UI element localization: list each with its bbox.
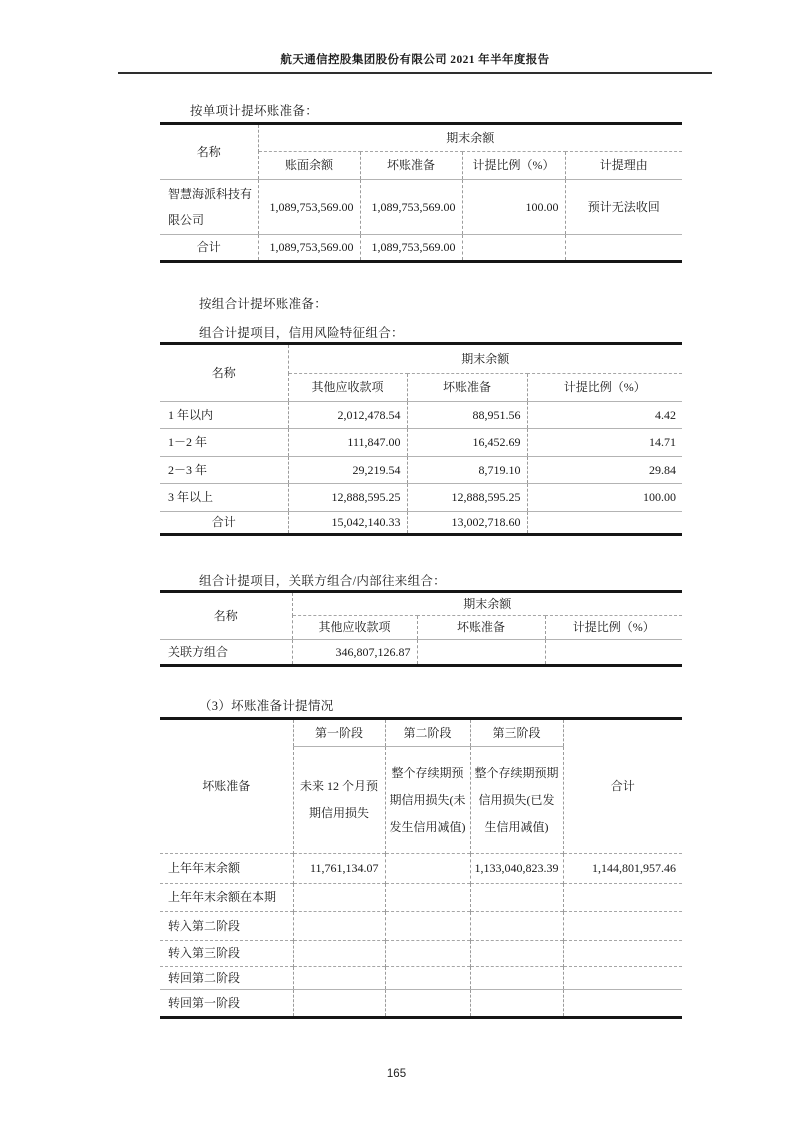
stage-1-value-cell: [293, 990, 385, 1018]
stage-1-value-cell: 11,761,134.07: [293, 854, 385, 884]
total-value-cell: [563, 967, 682, 990]
bad-debt-provision-cell: 8,719.10: [407, 457, 527, 484]
table-row: [160, 941, 682, 967]
stage-2-description: 整个存续期预期信用损失(未发生信用减值): [385, 747, 470, 854]
other-receivables-cell: 29,219.54: [288, 457, 407, 484]
table-provision-stages: [160, 717, 682, 1019]
report-header: [118, 0, 712, 74]
bad-debt-provision-cell: 1,089,753,569.00: [360, 180, 462, 235]
bad-debt-provision-cell: 88,951.56: [407, 402, 527, 429]
total-label-cell: 合计: [160, 235, 258, 262]
provision-ratio-cell: 29.84: [527, 457, 682, 484]
total-label-cell: 合计: [160, 512, 288, 535]
aging-bucket-cell: 2－3 年: [160, 457, 288, 484]
stage-3-value-cell: [470, 990, 563, 1018]
provision-ratio-header: 计提比例（%）: [462, 152, 565, 180]
table-row: [160, 912, 682, 941]
book-balance-header: 账面余额: [258, 152, 360, 180]
other-receivables-cell: 346,807,126.87: [292, 640, 417, 666]
name-column-header: 名称: [160, 592, 292, 640]
bad-debt-provision-header: 坏账准备: [417, 616, 545, 640]
heading-portfolio-provision: 按组合计提坏账准备：: [199, 297, 328, 311]
stage-3-header: 第三阶段: [470, 719, 563, 747]
aging-bucket-cell: 3 年以上: [160, 484, 288, 512]
total-value-cell: [563, 990, 682, 1018]
report-title: 航天通信控股集团股份有限公司 2021 年半年度报告: [280, 54, 550, 66]
bad-debt-provision-corner-header: 坏账准备: [160, 719, 293, 854]
aging-bucket-cell: 1－2 年: [160, 429, 288, 457]
stage-1-value-cell: [293, 884, 385, 912]
book-balance-cell: 1,089,753,569.00: [258, 180, 360, 235]
ending-balance-group-header: 期末余额: [258, 124, 682, 152]
provision-reason-cell: 预计无法收回: [565, 180, 682, 235]
bad-debt-provision-header: 坏账准备: [407, 374, 527, 402]
provision-reason-header: 计提理由: [565, 152, 682, 180]
provision-ratio-cell: 100.00: [527, 484, 682, 512]
provision-ratio-cell: 14.71: [527, 429, 682, 457]
stage-3-value-cell: [470, 941, 563, 967]
total-value-cell: [563, 884, 682, 912]
empty-cell: [462, 235, 565, 262]
table-row: [160, 180, 682, 235]
stage-3-description: 整个存续期预期信用损失(已发生信用减值): [470, 747, 563, 854]
empty-cell: [565, 235, 682, 262]
table-row: [160, 344, 682, 374]
bad-debt-provision-total-cell: 1,089,753,569.00: [360, 235, 462, 262]
stage-1-description: 未来 12 个月预期信用损失: [293, 747, 385, 854]
total-value-cell: [563, 941, 682, 967]
ending-balance-group-header: 期末余额: [292, 592, 682, 616]
provision-ratio-cell: 100.00: [462, 180, 565, 235]
row-label-cell: 转回第二阶段: [160, 967, 293, 990]
bad-debt-provision-cell: 16,452.69: [407, 429, 527, 457]
bad-debt-provision-header: 坏账准备: [360, 152, 462, 180]
heading-credit-risk-portfolio: 组合计提项目，信用风险特征组合：: [199, 326, 404, 340]
stage-2-header: 第二阶段: [385, 719, 470, 747]
empty-cell: [527, 512, 682, 535]
stage-2-value-cell: [385, 912, 470, 941]
other-receivables-total-cell: 15,042,140.33: [288, 512, 407, 535]
stage-1-value-cell: [293, 941, 385, 967]
table-row: [160, 512, 682, 535]
table-row: [160, 640, 682, 666]
provision-ratio-cell: 4.42: [527, 402, 682, 429]
table-row: [160, 457, 682, 484]
entity-name-cell: 智慧海派科技有限公司: [160, 180, 258, 235]
table-row: [160, 235, 682, 262]
heading-related-party-portfolio: 组合计提项目，关联方组合/内部往来组合：: [199, 574, 446, 588]
empty-cell: [545, 640, 682, 666]
stage-2-value-cell: [385, 941, 470, 967]
table-single-item-provision: [160, 122, 682, 263]
table-row: [160, 719, 682, 747]
table-row: [160, 854, 682, 884]
portfolio-name-cell: 关联方组合: [160, 640, 292, 666]
table-row: [160, 429, 682, 457]
heading-provision-status: （3）坏账准备计提情况: [199, 699, 334, 713]
row-label-cell: 转回第一阶段: [160, 990, 293, 1018]
table-row: [160, 402, 682, 429]
table-row: [160, 484, 682, 512]
table-credit-risk-portfolio: [160, 342, 682, 536]
total-value-cell: 1,144,801,957.46: [563, 854, 682, 884]
stage-3-value-cell: [470, 884, 563, 912]
stage-2-value-cell: [385, 990, 470, 1018]
other-receivables-cell: 12,888,595.25: [288, 484, 407, 512]
table-row: [160, 592, 682, 616]
heading-single-item-provision: 按单项计提坏账准备：: [190, 104, 319, 118]
table-row: [160, 990, 682, 1018]
stage-2-value-cell: [385, 854, 470, 884]
row-label-cell: 上年年末余额在本期: [160, 884, 293, 912]
stage-3-value-cell: [470, 912, 563, 941]
table-row: [160, 124, 682, 152]
empty-cell: [417, 640, 545, 666]
row-label-cell: 转入第三阶段: [160, 941, 293, 967]
table-row: [160, 967, 682, 990]
other-receivables-header: 其他应收款项: [288, 374, 407, 402]
total-value-cell: [563, 912, 682, 941]
stage-1-header: 第一阶段: [293, 719, 385, 747]
stage-1-value-cell: [293, 967, 385, 990]
stage-3-value-cell: [470, 967, 563, 990]
aging-bucket-cell: 1 年以内: [160, 402, 288, 429]
table-row: [160, 884, 682, 912]
name-column-header: 名称: [160, 344, 288, 402]
stage-1-value-cell: [293, 912, 385, 941]
other-receivables-header: 其他应收款项: [292, 616, 417, 640]
other-receivables-cell: 111,847.00: [288, 429, 407, 457]
name-column-header: 名称: [160, 124, 258, 180]
ending-balance-group-header: 期末余额: [288, 344, 682, 374]
row-label-cell: 上年年末余额: [160, 854, 293, 884]
bad-debt-provision-cell: 12,888,595.25: [407, 484, 527, 512]
stage-2-value-cell: [385, 967, 470, 990]
provision-ratio-header: 计提比例（%）: [545, 616, 682, 640]
bad-debt-provision-total-cell: 13,002,718.60: [407, 512, 527, 535]
stage-3-value-cell: 1,133,040,823.39: [470, 854, 563, 884]
stage-2-value-cell: [385, 884, 470, 912]
total-column-header: 合计: [563, 719, 682, 854]
other-receivables-cell: 2,012,478.54: [288, 402, 407, 429]
book-balance-total-cell: 1,089,753,569.00: [258, 235, 360, 262]
page-number: 165: [386, 1068, 407, 1080]
table-related-party-portfolio: [160, 590, 682, 667]
row-label-cell: 转入第二阶段: [160, 912, 293, 941]
provision-ratio-header: 计提比例（%）: [527, 374, 682, 402]
